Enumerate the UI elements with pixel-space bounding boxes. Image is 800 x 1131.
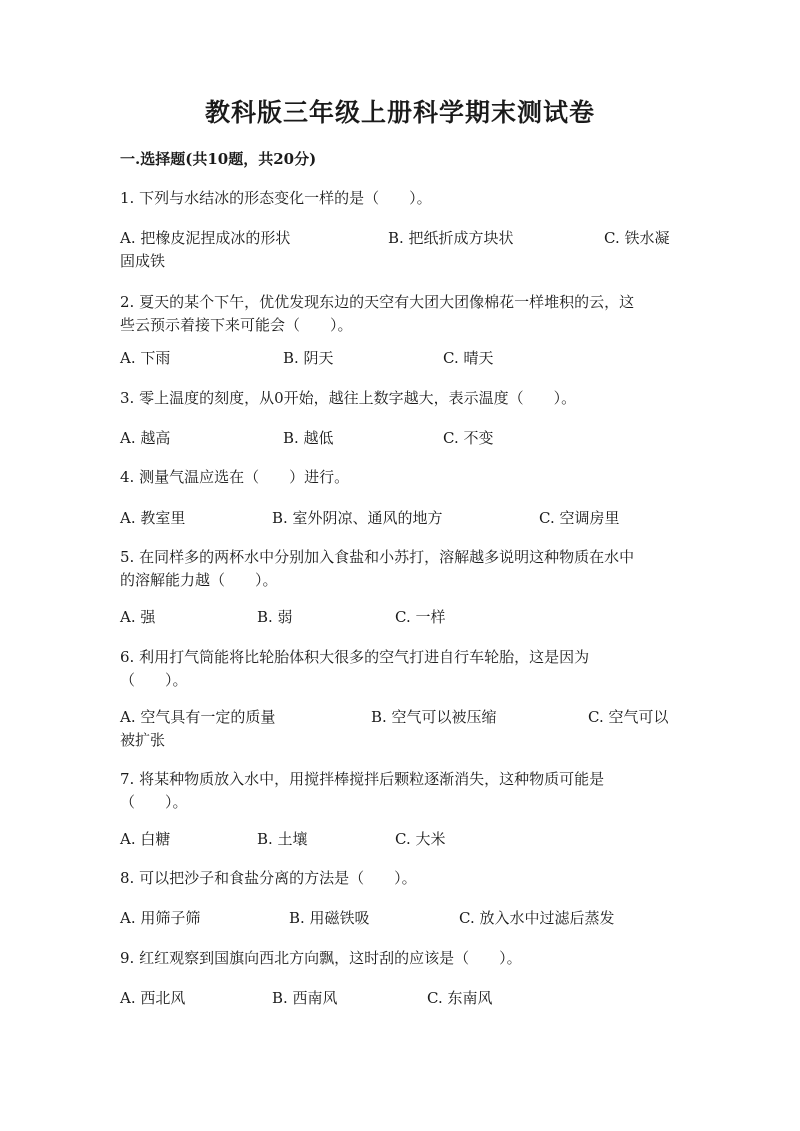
question-3-option-b: B. 越低: [283, 429, 334, 447]
question-6-option-a: A. 空气具有一定的质量: [120, 708, 276, 726]
question-9-stem: 9. 红红观察到国旗向西北方向飘，这时刮的应该是（ ）。: [120, 949, 522, 967]
question-9-option-c: C. 东南风: [427, 989, 493, 1007]
question-3-stem: 3. 零上温度的刻度，从0开始，越往上数字越大，表示温度（ ）。: [120, 389, 577, 407]
question-5-stem-line-2: 的溶解能力越（ ）。: [120, 571, 278, 589]
question-7-stem-line-1: 7. 将某种物质放入水中，用搅拌棒搅拌后颗粒逐渐消失，这种物质可能是: [120, 770, 605, 788]
section-heading: 一.选择题(共10题，共20分): [120, 150, 317, 168]
question-2-stem-line-1: 2. 夏天的某个下午，优优发现东边的天空有大团大团像棉花一样堆积的云，这: [120, 293, 635, 311]
question-4-stem: 4. 测量气温应选在（ ）进行。: [120, 468, 350, 486]
question-1-option-c: C. 铁水凝: [604, 229, 670, 247]
question-9-option-b: B. 西南风: [272, 989, 338, 1007]
question-8-option-b: B. 用磁铁吸: [289, 909, 370, 927]
question-5-option-c: C. 一样: [395, 608, 446, 626]
question-6-option-c-wrap: 被扩张: [120, 731, 166, 749]
question-5-option-b: B. 弱: [257, 608, 293, 626]
question-7-option-a: A. 白糖: [120, 830, 171, 848]
question-7-stem-line-2: （ ）。: [120, 793, 188, 811]
question-5-stem-line-1: 5. 在同样多的两杯水中分别加入食盐和小苏打，溶解越多说明这种物质在水中: [120, 548, 635, 566]
question-8-option-c: C. 放入水中过滤后蒸发: [459, 909, 615, 927]
question-9-option-a: A. 西北风: [120, 989, 186, 1007]
question-1-stem: 1. 下列与水结冰的形态变化一样的是（ ）。: [120, 189, 432, 207]
question-5-option-a: A. 强: [120, 608, 156, 626]
question-8-option-a: A. 用筛子筛: [120, 909, 201, 927]
question-2-stem-line-2: 些云预示着接下来可能会（ ）。: [120, 316, 353, 334]
question-6-stem-line-2: （ ）。: [120, 671, 188, 689]
question-2-option-a: A. 下雨: [120, 349, 171, 367]
question-6-stem-line-1: 6. 利用打气筒能将比轮胎体积大很多的空气打进自行车轮胎，这是因为: [120, 648, 590, 666]
question-8-stem: 8. 可以把沙子和食盐分离的方法是（ ）。: [120, 869, 417, 887]
exam-title: 教科版三年级上册科学期末测试卷: [204, 98, 595, 127]
question-6-option-b: B. 空气可以被压缩: [371, 708, 497, 726]
question-2-option-b: B. 阴天: [283, 349, 334, 367]
question-1-option-b: B. 把纸折成方块状: [388, 229, 514, 247]
question-3-option-a: A. 越高: [120, 429, 171, 447]
question-2-option-c: C. 晴天: [443, 349, 494, 367]
question-6-option-c: C. 空气可以: [588, 708, 669, 726]
question-7-option-c: C. 大米: [395, 830, 446, 848]
question-7-option-b: B. 土壤: [257, 830, 308, 848]
question-4-option-c: C. 空调房里: [539, 509, 620, 527]
question-4-option-b: B. 室外阴凉、通风的地方: [272, 509, 443, 527]
question-1-option-a: A. 把橡皮泥捏成冰的形状: [120, 229, 291, 247]
question-1-option-c-wrap: 固成铁: [120, 252, 166, 270]
question-3-option-c: C. 不变: [443, 429, 494, 447]
question-4-option-a: A. 教室里: [120, 509, 186, 527]
